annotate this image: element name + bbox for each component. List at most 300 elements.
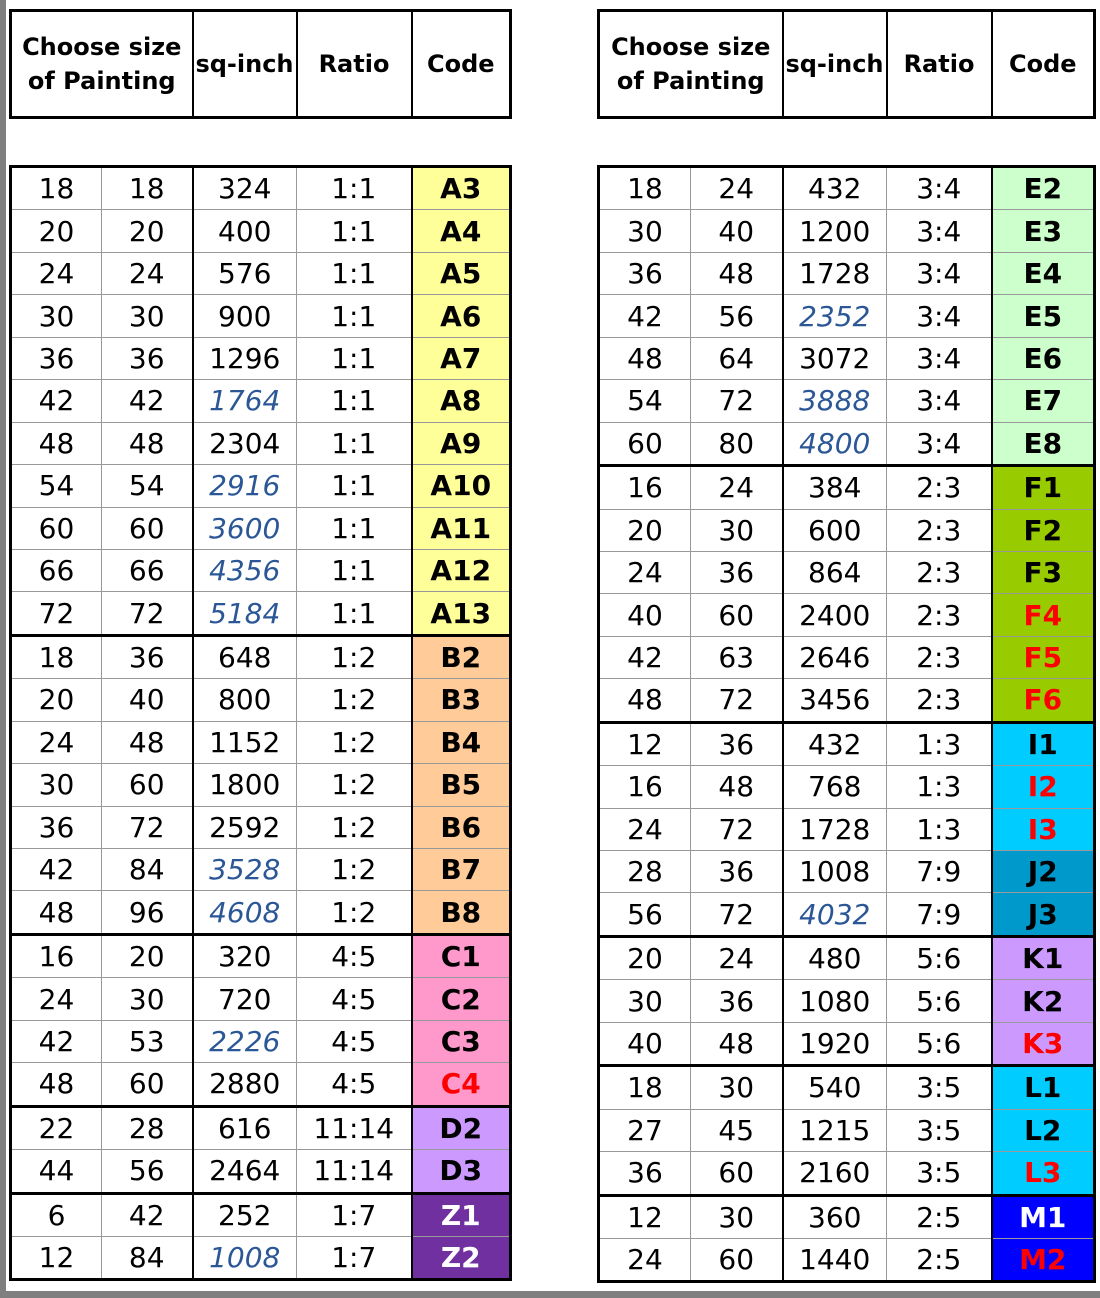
- height-cell: 80: [691, 422, 783, 465]
- table-row: [11, 592, 511, 635]
- code-cell: D2: [412, 1106, 511, 1149]
- height-cell: 42: [102, 380, 193, 422]
- size-table-right: [597, 165, 1096, 1283]
- height-cell: 24: [691, 936, 783, 979]
- table-row: [599, 1022, 1095, 1065]
- code-cell: A6: [412, 295, 511, 337]
- ratio-cell: 3:5: [887, 1152, 992, 1195]
- height-cell: 30: [102, 978, 193, 1020]
- ratio-cell: 3:4: [887, 380, 992, 422]
- ratio-cell: 5:6: [887, 1022, 992, 1065]
- height-cell: 18: [102, 167, 193, 210]
- height-cell: 60: [102, 507, 193, 549]
- ratio-cell: 7:9: [887, 893, 992, 936]
- ratio-cell: 1:1: [297, 465, 412, 507]
- sq-inch-cell: 864: [783, 551, 887, 593]
- width-cell: 42: [599, 295, 691, 337]
- ratio-cell: 11:14: [297, 1150, 412, 1193]
- height-cell: 60: [691, 1238, 783, 1281]
- table-row: [599, 466, 1095, 509]
- sq-inch-cell: 1920: [783, 1022, 887, 1065]
- ratio-cell: 1:1: [297, 549, 412, 591]
- sq-inch-cell: 3600: [193, 507, 297, 549]
- code-cell: E5: [992, 295, 1095, 337]
- ratio-cell: 7:9: [887, 851, 992, 893]
- ratio-cell: 1:1: [297, 295, 412, 337]
- sq-inch-cell: 400: [193, 210, 297, 252]
- code-cell: E3: [992, 210, 1095, 252]
- code-cell: A13: [412, 592, 511, 635]
- height-cell: 36: [691, 551, 783, 593]
- code-cell: A9: [412, 422, 511, 464]
- table-row: [599, 636, 1095, 678]
- width-cell: 12: [599, 1195, 691, 1238]
- sq-inch-cell: 2646: [783, 636, 887, 678]
- table-row: [599, 295, 1095, 337]
- ratio-cell: 2:3: [887, 466, 992, 509]
- table-row: [599, 1066, 1095, 1109]
- code-cell: B3: [412, 679, 511, 721]
- code-cell: A4: [412, 210, 511, 252]
- table-row: [11, 891, 511, 934]
- width-cell: 40: [599, 1022, 691, 1065]
- code-cell: A8: [412, 380, 511, 422]
- height-cell: 60: [691, 1152, 783, 1195]
- table-row: [11, 465, 511, 507]
- width-cell: 20: [11, 210, 102, 252]
- sq-inch-cell: 800: [193, 679, 297, 721]
- sq-inch-cell: 1728: [783, 808, 887, 850]
- width-cell: 24: [11, 721, 102, 763]
- sq-inch-cell: 2400: [783, 594, 887, 636]
- code-cell: I1: [992, 722, 1095, 765]
- width-cell: 20: [11, 679, 102, 721]
- ratio-cell: 4:5: [297, 978, 412, 1020]
- sq-inch-cell: 648: [193, 635, 297, 678]
- sq-inch-cell: 2160: [783, 1152, 887, 1195]
- width-cell: 16: [11, 934, 102, 977]
- height-cell: 40: [102, 679, 193, 721]
- height-cell: 30: [691, 1195, 783, 1238]
- code-cell: F5: [992, 636, 1095, 678]
- sq-inch-cell: 900: [193, 295, 297, 337]
- code-cell: B6: [412, 806, 511, 848]
- sq-inch-cell: 576: [193, 252, 297, 294]
- table-row: [599, 1109, 1095, 1151]
- height-cell: 24: [691, 466, 783, 509]
- code-cell: K3: [992, 1022, 1095, 1065]
- table-row: [11, 252, 511, 294]
- height-cell: 36: [102, 337, 193, 379]
- width-cell: 44: [11, 1150, 102, 1193]
- code-cell: C3: [412, 1020, 511, 1062]
- width-cell: 30: [11, 295, 102, 337]
- table-row: [11, 337, 511, 379]
- width-cell: 36: [11, 337, 102, 379]
- sq-inch-cell: 3528: [193, 849, 297, 891]
- height-cell: 24: [691, 167, 783, 210]
- ratio-cell: 3:4: [887, 252, 992, 294]
- code-cell: A7: [412, 337, 511, 379]
- sq-inch-cell: 720: [193, 978, 297, 1020]
- size-table-header-right: [597, 9, 1096, 119]
- height-cell: 45: [691, 1109, 783, 1151]
- height-cell: 60: [691, 594, 783, 636]
- width-cell: 48: [599, 679, 691, 722]
- code-cell: A10: [412, 465, 511, 507]
- sq-inch-cell: 3456: [783, 679, 887, 722]
- code-cell: A11: [412, 507, 511, 549]
- height-cell: 48: [102, 721, 193, 763]
- code-cell: B4: [412, 721, 511, 763]
- table-row: [11, 934, 511, 977]
- height-cell: 64: [691, 337, 783, 379]
- code-cell: E8: [992, 422, 1095, 465]
- sq-inch-cell: 5184: [193, 592, 297, 635]
- height-cell: 24: [102, 252, 193, 294]
- sq-inch-cell: 2592: [193, 806, 297, 848]
- table-row: [599, 422, 1095, 465]
- width-cell: 54: [599, 380, 691, 422]
- width-cell: 30: [599, 210, 691, 252]
- width-cell: 36: [599, 1152, 691, 1195]
- width-cell: 12: [599, 722, 691, 765]
- code-cell: M1: [992, 1195, 1095, 1238]
- height-cell: 48: [691, 252, 783, 294]
- code-cell: J3: [992, 893, 1095, 936]
- table-row: [599, 210, 1095, 252]
- code-cell: F6: [992, 679, 1095, 722]
- table-row: [11, 1106, 511, 1149]
- sq-inch-cell: 2464: [193, 1150, 297, 1193]
- table-row: [11, 295, 511, 337]
- table-row: [11, 1020, 511, 1062]
- height-cell: 40: [691, 210, 783, 252]
- code-cell: B5: [412, 764, 511, 806]
- height-cell: 36: [102, 635, 193, 678]
- table-row: [11, 721, 511, 763]
- table-row: [599, 722, 1095, 765]
- sq-inch-cell: 2916: [193, 465, 297, 507]
- ratio-cell: 2:3: [887, 594, 992, 636]
- height-cell: 48: [102, 422, 193, 464]
- table-row: [599, 679, 1095, 722]
- code-cell: B8: [412, 891, 511, 934]
- height-cell: 63: [691, 636, 783, 678]
- sq-inch-cell: 1296: [193, 337, 297, 379]
- sq-inch-cell: 252: [193, 1193, 297, 1236]
- ratio-cell: 1:2: [297, 679, 412, 721]
- table-row: [11, 507, 511, 549]
- width-cell: 36: [11, 806, 102, 848]
- width-cell: 36: [599, 252, 691, 294]
- height-cell: 30: [691, 1066, 783, 1109]
- code-cell: Z2: [412, 1236, 511, 1279]
- width-cell: 24: [599, 808, 691, 850]
- code-cell: E6: [992, 337, 1095, 379]
- sq-inch-cell: 4608: [193, 891, 297, 934]
- table-row: [599, 1195, 1095, 1238]
- width-cell: 54: [11, 465, 102, 507]
- table-row: [11, 849, 511, 891]
- frame-bottom-border: [0, 1291, 1100, 1298]
- sq-inch-cell: 1728: [783, 252, 887, 294]
- ratio-cell: 1:3: [887, 722, 992, 765]
- table-row: [599, 808, 1095, 850]
- ratio-cell: 2:3: [887, 679, 992, 722]
- height-cell: 42: [102, 1193, 193, 1236]
- header-code: Code: [992, 11, 1095, 118]
- sq-inch-cell: 360: [783, 1195, 887, 1238]
- width-cell: 60: [599, 422, 691, 465]
- sq-inch-cell: 1080: [783, 980, 887, 1022]
- sq-inch-cell: 384: [783, 466, 887, 509]
- width-cell: 56: [599, 893, 691, 936]
- table-row: [11, 806, 511, 848]
- ratio-cell: 3:4: [887, 167, 992, 210]
- ratio-cell: 2:3: [887, 509, 992, 551]
- table-row: [11, 380, 511, 422]
- height-cell: 56: [102, 1150, 193, 1193]
- header-ratio: Ratio: [297, 11, 412, 118]
- code-cell: E7: [992, 380, 1095, 422]
- ratio-cell: 1:1: [297, 422, 412, 464]
- table-row: [599, 380, 1095, 422]
- width-cell: 18: [599, 167, 691, 210]
- code-cell: A3: [412, 167, 511, 210]
- height-cell: 84: [102, 849, 193, 891]
- sq-inch-cell: 2352: [783, 295, 887, 337]
- table-row: [11, 635, 511, 678]
- width-cell: 24: [599, 551, 691, 593]
- code-cell: F1: [992, 466, 1095, 509]
- code-cell: L3: [992, 1152, 1095, 1195]
- code-cell: K1: [992, 936, 1095, 979]
- sq-inch-cell: 4356: [193, 549, 297, 591]
- height-cell: 36: [691, 722, 783, 765]
- table-row: [599, 980, 1095, 1022]
- sq-inch-cell: 3072: [783, 337, 887, 379]
- ratio-cell: 11:14: [297, 1106, 412, 1149]
- width-cell: 16: [599, 766, 691, 808]
- code-cell: E4: [992, 252, 1095, 294]
- ratio-cell: 4:5: [297, 934, 412, 977]
- width-cell: 42: [599, 636, 691, 678]
- sq-inch-cell: 600: [783, 509, 887, 551]
- code-cell: L2: [992, 1109, 1095, 1151]
- sq-inch-cell: 4032: [783, 893, 887, 936]
- code-cell: A5: [412, 252, 511, 294]
- header-sq-inch: sq-inch: [193, 11, 297, 118]
- code-cell: A12: [412, 549, 511, 591]
- height-cell: 56: [691, 295, 783, 337]
- ratio-cell: 2:5: [887, 1195, 992, 1238]
- height-cell: 60: [102, 764, 193, 806]
- table-row: [599, 337, 1095, 379]
- width-cell: 18: [11, 635, 102, 678]
- size-table-header-left: [9, 9, 512, 119]
- ratio-cell: 1:1: [297, 380, 412, 422]
- height-cell: 53: [102, 1020, 193, 1062]
- sq-inch-cell: 324: [193, 167, 297, 210]
- code-cell: C1: [412, 934, 511, 977]
- width-cell: 48: [11, 422, 102, 464]
- ratio-cell: 3:4: [887, 295, 992, 337]
- width-cell: 48: [599, 337, 691, 379]
- ratio-cell: 4:5: [297, 1063, 412, 1106]
- ratio-cell: 1:3: [887, 766, 992, 808]
- ratio-cell: 1:2: [297, 635, 412, 678]
- table-row: [11, 1193, 511, 1236]
- table-row: [11, 1150, 511, 1193]
- ratio-cell: 4:5: [297, 1020, 412, 1062]
- sq-inch-cell: 480: [783, 936, 887, 979]
- sq-inch-cell: 2226: [193, 1020, 297, 1062]
- width-cell: 66: [11, 549, 102, 591]
- ratio-cell: 3:4: [887, 210, 992, 252]
- sq-inch-cell: 320: [193, 934, 297, 977]
- header-choose-size: Choose size of Painting: [11, 11, 193, 118]
- table-row: [11, 210, 511, 252]
- height-cell: 48: [691, 766, 783, 808]
- table-row: [11, 1063, 511, 1106]
- table-row: [599, 1238, 1095, 1281]
- width-cell: 27: [599, 1109, 691, 1151]
- height-cell: 36: [691, 851, 783, 893]
- sq-inch-cell: 4800: [783, 422, 887, 465]
- table-row: [11, 764, 511, 806]
- height-cell: 66: [102, 549, 193, 591]
- ratio-cell: 1:1: [297, 252, 412, 294]
- sq-inch-cell: 1800: [193, 764, 297, 806]
- code-cell: F2: [992, 509, 1095, 551]
- ratio-cell: 1:1: [297, 592, 412, 635]
- height-cell: 84: [102, 1236, 193, 1279]
- ratio-cell: 1:2: [297, 891, 412, 934]
- table-row: [599, 252, 1095, 294]
- sq-inch-cell: 768: [783, 766, 887, 808]
- ratio-cell: 1:2: [297, 721, 412, 763]
- code-cell: F4: [992, 594, 1095, 636]
- sq-inch-cell: 3888: [783, 380, 887, 422]
- table-row: [599, 766, 1095, 808]
- sq-inch-cell: 1152: [193, 721, 297, 763]
- code-cell: I3: [992, 808, 1095, 850]
- width-cell: 24: [599, 1238, 691, 1281]
- ratio-cell: 1:1: [297, 507, 412, 549]
- width-cell: 20: [599, 509, 691, 551]
- code-cell: F3: [992, 551, 1095, 593]
- width-cell: 42: [11, 849, 102, 891]
- sq-inch-cell: 616: [193, 1106, 297, 1149]
- sq-inch-cell: 2304: [193, 422, 297, 464]
- frame-left-border: [0, 0, 6, 1298]
- sq-inch-cell: 1200: [783, 210, 887, 252]
- header-code: Code: [412, 11, 511, 118]
- ratio-cell: 5:6: [887, 936, 992, 979]
- width-cell: 48: [11, 891, 102, 934]
- table-row: [11, 167, 511, 210]
- height-cell: 30: [102, 295, 193, 337]
- height-cell: 48: [691, 1022, 783, 1065]
- sq-inch-cell: 540: [783, 1066, 887, 1109]
- width-cell: 20: [599, 936, 691, 979]
- width-cell: 42: [11, 1020, 102, 1062]
- height-cell: 28: [102, 1106, 193, 1149]
- ratio-cell: 2:3: [887, 551, 992, 593]
- ratio-cell: 1:2: [297, 849, 412, 891]
- sq-inch-cell: 1215: [783, 1109, 887, 1151]
- code-cell: C4: [412, 1063, 511, 1106]
- ratio-cell: 1:1: [297, 167, 412, 210]
- sq-inch-cell: 432: [783, 167, 887, 210]
- code-cell: Z1: [412, 1193, 511, 1236]
- ratio-cell: 1:3: [887, 808, 992, 850]
- table-row: [599, 509, 1095, 551]
- height-cell: 72: [691, 893, 783, 936]
- width-cell: 24: [11, 978, 102, 1020]
- width-cell: 18: [11, 167, 102, 210]
- ratio-cell: 1:7: [297, 1236, 412, 1279]
- table-row: [11, 679, 511, 721]
- height-cell: 20: [102, 210, 193, 252]
- sq-inch-cell: 1008: [193, 1236, 297, 1279]
- table-row: [11, 422, 511, 464]
- ratio-cell: 1:1: [297, 210, 412, 252]
- ratio-cell: 2:3: [887, 636, 992, 678]
- table-row: [599, 851, 1095, 893]
- height-cell: 72: [691, 679, 783, 722]
- ratio-cell: 3:4: [887, 422, 992, 465]
- width-cell: 18: [599, 1066, 691, 1109]
- code-cell: L1: [992, 1066, 1095, 1109]
- height-cell: 30: [691, 509, 783, 551]
- code-cell: D3: [412, 1150, 511, 1193]
- ratio-cell: 1:1: [297, 337, 412, 379]
- width-cell: 48: [11, 1063, 102, 1106]
- ratio-cell: 2:5: [887, 1238, 992, 1281]
- height-cell: 72: [102, 592, 193, 635]
- sq-inch-cell: 2880: [193, 1063, 297, 1106]
- width-cell: 60: [11, 507, 102, 549]
- width-cell: 30: [11, 764, 102, 806]
- width-cell: 24: [11, 252, 102, 294]
- header-ratio: Ratio: [887, 11, 992, 118]
- width-cell: 28: [599, 851, 691, 893]
- code-cell: M2: [992, 1238, 1095, 1281]
- width-cell: 16: [599, 466, 691, 509]
- height-cell: 72: [691, 380, 783, 422]
- ratio-cell: 5:6: [887, 980, 992, 1022]
- sq-inch-cell: 1764: [193, 380, 297, 422]
- width-cell: 40: [599, 594, 691, 636]
- height-cell: 36: [691, 980, 783, 1022]
- header-sq-inch: sq-inch: [783, 11, 887, 118]
- width-cell: 72: [11, 592, 102, 635]
- sq-inch-cell: 1440: [783, 1238, 887, 1281]
- ratio-cell: 3:5: [887, 1066, 992, 1109]
- table-row: [599, 167, 1095, 210]
- ratio-cell: 3:5: [887, 1109, 992, 1151]
- height-cell: 60: [102, 1063, 193, 1106]
- height-cell: 72: [102, 806, 193, 848]
- ratio-cell: 1:2: [297, 806, 412, 848]
- table-row: [599, 594, 1095, 636]
- height-cell: 20: [102, 934, 193, 977]
- table-row: [599, 893, 1095, 936]
- size-table-left: [9, 165, 512, 1281]
- code-cell: C2: [412, 978, 511, 1020]
